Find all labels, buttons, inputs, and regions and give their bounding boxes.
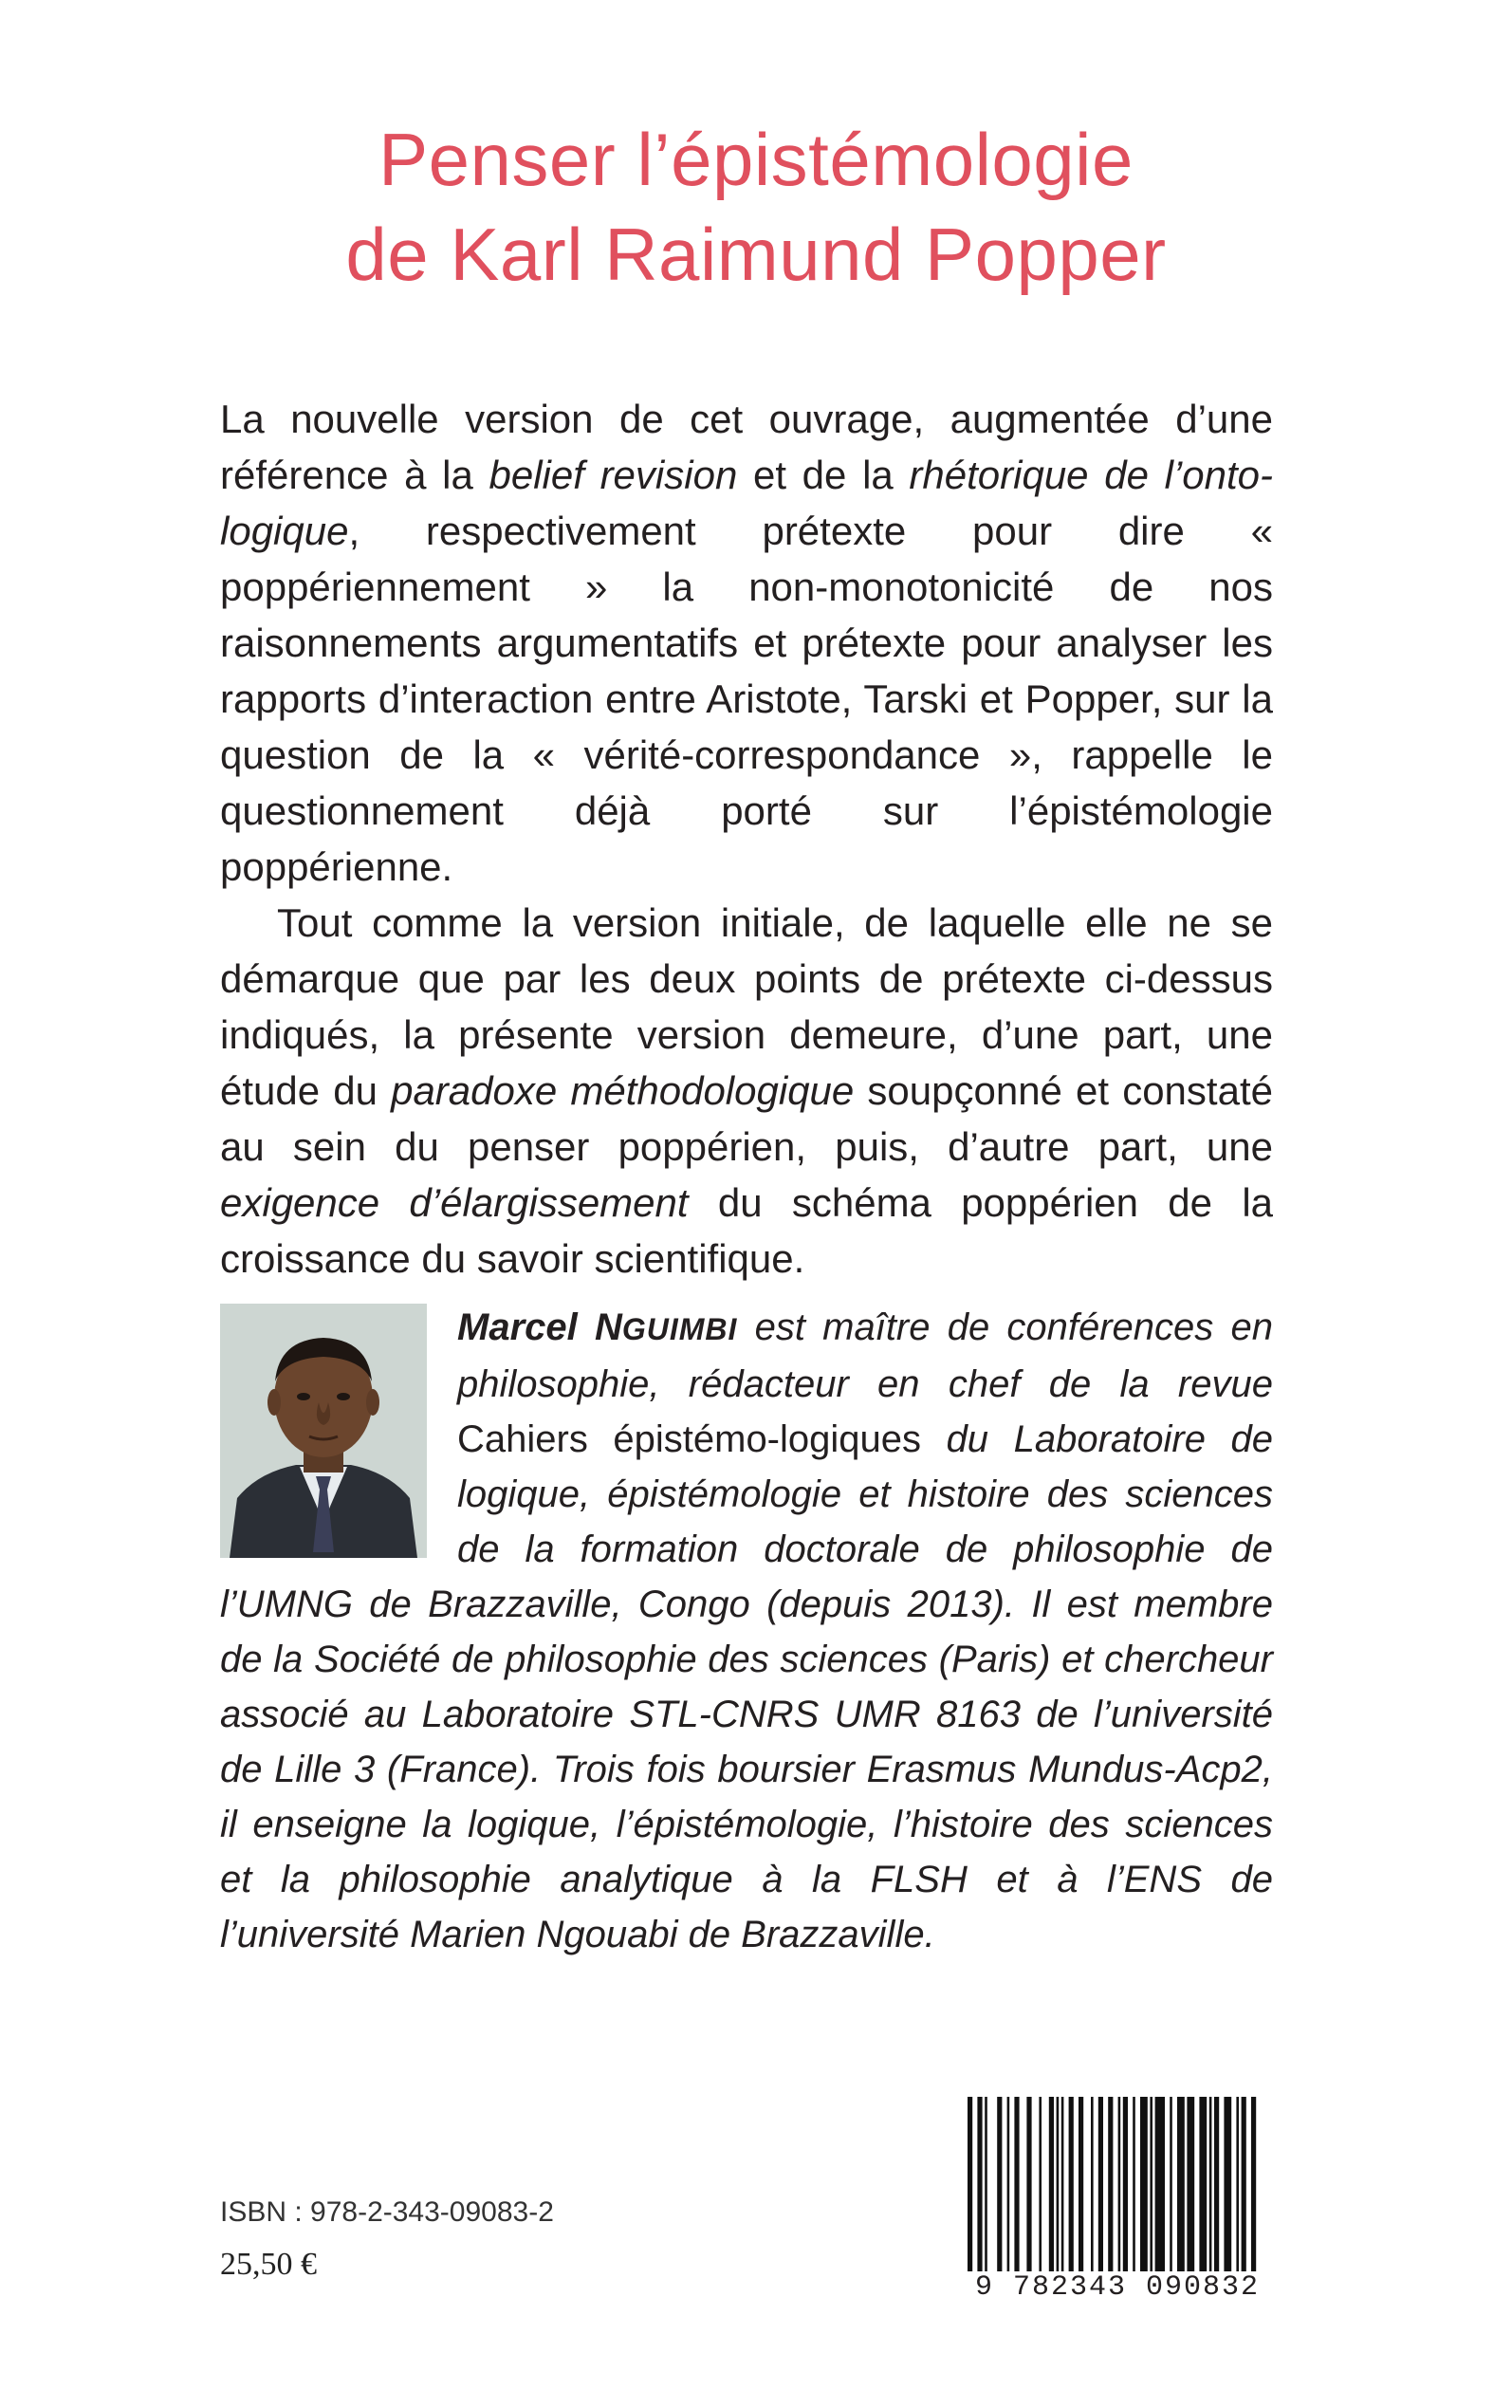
barcode-bar xyxy=(1214,2097,1219,2292)
author-name xyxy=(457,1306,737,1348)
text-run: soupçonné et constaté au sein du penser poppérien, puis, d’autre part, une xyxy=(220,1068,1273,1169)
barcode-bar xyxy=(977,2097,982,2292)
barcode-bar xyxy=(1014,2097,1019,2292)
barcode-bar xyxy=(1069,2097,1074,2292)
author-last-initial: N xyxy=(594,1306,622,1348)
text-run: , respectivement prétexte pour dire « poppériennement » la non-monotonicité de nos raisonnements argumentatifs et prétexte pour analyser les rapports d’interaction entre Aristote, Tarski et Popper, sur la question de la « vérité-correspondance », rappelle le questionnement déjà porté sur l’épistémologie poppérienne. xyxy=(220,509,1273,889)
portrait-illustration xyxy=(220,1304,427,1558)
barcode-bar xyxy=(1039,2097,1042,2292)
italic-run: paradoxe méthodologique xyxy=(391,1068,855,1113)
bio-text: est maître de conférences en philosophie, rédacteur en chef de la revue xyxy=(457,1306,1273,1405)
barcode-bar xyxy=(1091,2097,1094,2292)
barcode-bar xyxy=(1026,2097,1031,2292)
author-last-name-smallcaps: GUIMBI xyxy=(621,1312,738,1346)
barcode-bar xyxy=(1187,2097,1194,2292)
barcode-bar xyxy=(1061,2097,1064,2292)
barcode-bar xyxy=(1199,2097,1207,2292)
price: 25,50 € xyxy=(220,2247,317,2282)
barcode-number: 9 782343 090832 xyxy=(960,2271,1275,2304)
barcode xyxy=(960,2097,1275,2296)
barcode-bar xyxy=(1150,2097,1152,2292)
barcode-bar xyxy=(997,2097,1002,2292)
barcode-bar xyxy=(968,2097,972,2292)
barcode-bar xyxy=(1140,2097,1148,2292)
italic-run: belief revision xyxy=(489,453,738,497)
barcode-bar xyxy=(1123,2097,1128,2292)
journal-name: Cahiers épistémo-logiques xyxy=(457,1418,922,1460)
author-bio xyxy=(220,1300,1273,1962)
barcode-bar xyxy=(1251,2097,1256,2292)
barcode-bar xyxy=(1170,2097,1172,2292)
barcode-bar xyxy=(1242,2097,1246,2292)
barcode-bar xyxy=(1236,2097,1239,2292)
barcode-bar xyxy=(1224,2097,1231,2292)
bio-text: du Laboratoire de logique, épistémologie et histoire des sciences de la formation doctorale de philosophie de l’UMNG de Brazzaville, Congo (depuis 2013). Il est membre de la Société de philosophie des sciences (Paris) et chercheur associé au Laboratoire STL-CNRS UMR 8163 de l’université de Lille 3 (France). Trois fois boursier Erasmus Mundus-Acp2, il enseigne la logique, l’épistémologie, l’histoire des sciences et la philosophie analytique à la FLSH et à l’ENS de l’université Marien Ngouabi de Brazzaville. xyxy=(220,1418,1274,1955)
synopsis xyxy=(220,391,1273,1287)
isbn: ISBN : 978-2-343-09083-2 xyxy=(220,2196,554,2228)
text-run: La nouvelle version de cet ouvrage, augmentée d’une référence à la xyxy=(220,397,1273,497)
italic-run: exigence d’élargissement xyxy=(220,1180,689,1225)
barcode-bar xyxy=(1133,2097,1135,2292)
barcode-bar xyxy=(1057,2097,1060,2292)
title-line-2: de Karl Raimund Popper xyxy=(345,213,1167,296)
barcode-bar xyxy=(985,2097,987,2292)
synopsis-paragraph-2 xyxy=(220,895,1273,1287)
barcode-bar xyxy=(1098,2097,1103,2292)
author-first-name: Marcel xyxy=(457,1306,595,1348)
barcode-bar xyxy=(1209,2097,1212,2292)
barcode-bar xyxy=(1049,2097,1054,2292)
barcode-bar xyxy=(1108,2097,1113,2292)
title-line-1: Penser l’épistémologie xyxy=(378,118,1134,201)
book-title xyxy=(0,112,1512,302)
text-run: et de la xyxy=(737,453,910,497)
author-photo xyxy=(220,1304,427,1558)
barcode-bar xyxy=(1155,2097,1165,2292)
italic-run: rhétorique de l’onto-logique xyxy=(220,453,1273,553)
barcode-bar xyxy=(1007,2097,1010,2292)
barcode-bar xyxy=(1177,2097,1185,2292)
barcode-bar xyxy=(1118,2097,1121,2292)
text-run: du schéma poppérien de la croissance du savoir scientifique. xyxy=(220,1180,1274,1281)
synopsis-paragraph-1 xyxy=(220,391,1273,895)
text-run: Tout comme la version initiale, de laquelle elle ne se démarque que par les deux points de prétexte ci-dessus indiqués, la présente version demeure, d’une part, une étude du xyxy=(220,900,1273,1113)
barcode-bar xyxy=(1079,2097,1083,2292)
